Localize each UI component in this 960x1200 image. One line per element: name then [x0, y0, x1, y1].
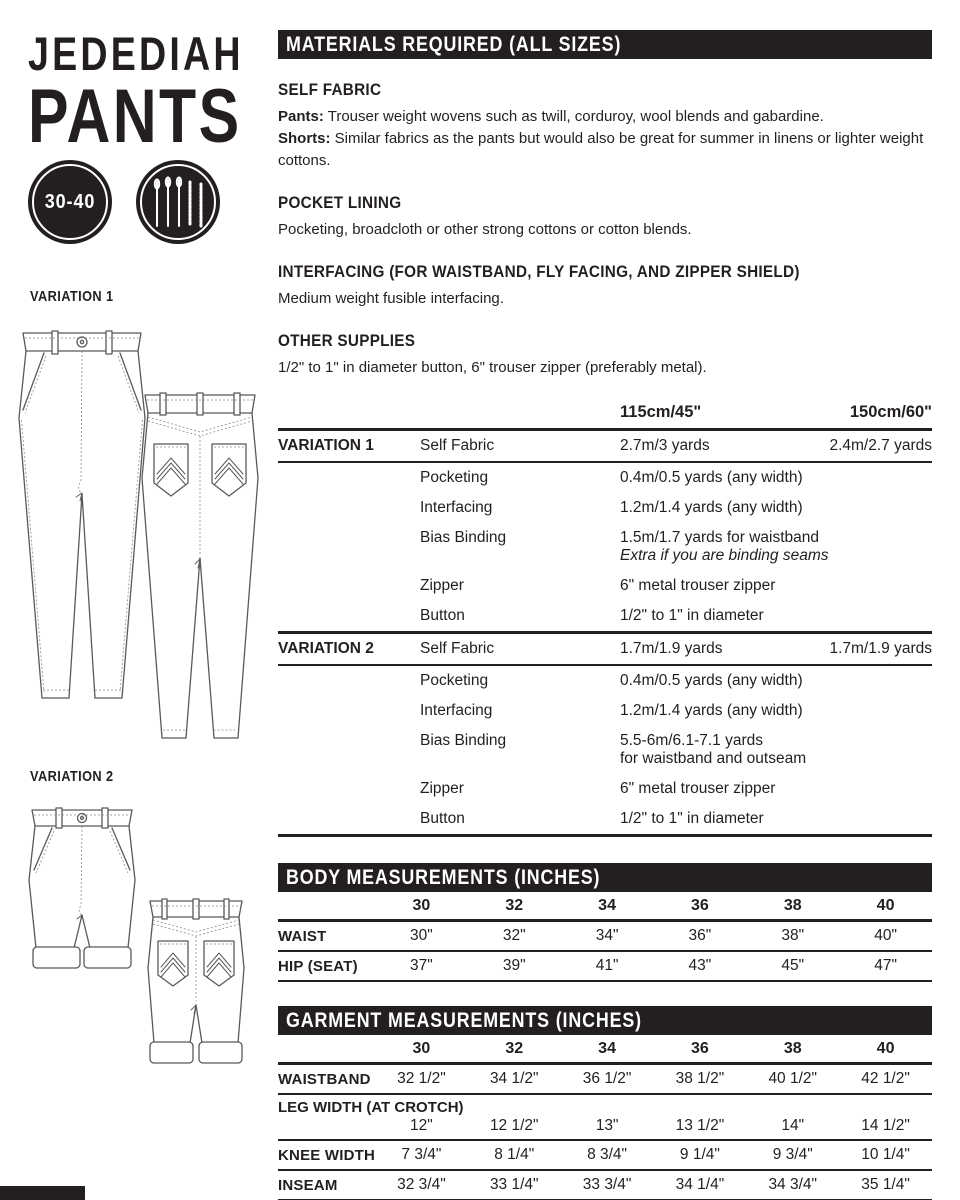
materials-header-text: MATERIALS REQUIRED (ALL SIZES): [286, 32, 622, 56]
brand-title-line2: PANTS: [28, 74, 242, 159]
body-measurements-table: [278, 892, 932, 982]
pants-front-drawing: [16, 320, 148, 705]
yardage-col-115: 115cm/45": [620, 403, 702, 421]
variation-2-label: VARIATION 2: [30, 768, 114, 785]
pocket-lining-heading: POCKET LINING: [278, 193, 402, 212]
other-supplies-heading: OTHER SUPPLIES: [278, 331, 416, 350]
yardage-row: VARIATION 2 Self Fabric 1.7m/1.9 yards 1.7m/1.9 yards: [278, 640, 932, 657]
yardage-row: Zipper 6" metal trouser zipper: [420, 577, 776, 594]
brand-title-line1: JEDEDIAH: [28, 27, 244, 80]
brand-title: [28, 27, 298, 159]
body-measurements-header-text: BODY MEASUREMENTS (INCHES): [286, 865, 601, 889]
needles-badge: [136, 160, 220, 244]
table-row: WAISTBAND 32 1/2" 34 1/2" 36 1/2" 38 1/2" 40 1/2" 42 1/2": [278, 1070, 910, 1088]
pocket-lining-text: Pocketing, broadcloth or other strong cottons or cotton blends.: [278, 221, 692, 238]
shorts-front-drawing: [26, 800, 138, 975]
yardage-row: Interfacing 1.2m/1.4 yards (any width): [420, 499, 803, 516]
yardage-row: VARIATION 1 Self Fabric 2.7m/3 yards 2.4m/2.7 yards: [278, 437, 932, 454]
garment-measurements-header-bar: [278, 1006, 932, 1035]
sizes-row: 30 32 34 36 38 40: [412, 1040, 895, 1057]
size-range-badge: [28, 160, 112, 244]
table-row: KNEE WIDTH 7 3/4" 8 1/4" 8 3/4" 9 1/4" 9 3/4" 10 1/4": [278, 1146, 910, 1164]
garment-measurements-header-text: GARMENT MEASUREMENTS (INCHES): [286, 1008, 642, 1032]
yardage-row: Interfacing 1.2m/1.4 yards (any width): [420, 702, 803, 719]
page-edge-mark: [0, 1186, 85, 1200]
yardage-row: Button 1/2" to 1" in diameter: [420, 810, 764, 827]
needles-icon: [149, 174, 207, 230]
materials-header-bar: [278, 30, 932, 59]
yardage-row: Bias Binding 1.5m/1.7 yards for waistband Extra if you are binding seams: [420, 529, 829, 564]
self-fabric-heading: SELF FABRIC: [278, 80, 382, 99]
table-row-label: LEG WIDTH (AT CROTCH): [278, 1099, 464, 1116]
content-column: [278, 30, 932, 1200]
yardage-row: Zipper 6" metal trouser zipper: [420, 780, 776, 797]
shorts-back-drawing: [146, 893, 246, 1070]
table-row: WAIST 30" 32" 34" 36" 38" 40": [278, 927, 897, 945]
interfacing-heading: INTERFACING (FOR WAISTBAND, FLY FACING, AND ZIPPER SHIELD): [278, 262, 800, 281]
sizes-row: 30 32 34 36 38 40: [412, 897, 895, 914]
yardage-header-row: [278, 403, 932, 428]
variation-1-label: VARIATION 1: [30, 288, 114, 305]
garment-measurements-table: [278, 1035, 932, 1200]
yardage-row: Button 1/2" to 1" in diameter: [420, 607, 764, 624]
table-row: INSEAM 32 3/4" 33 1/4" 33 3/4" 34 1/4" 34 3/4" 35 1/4": [278, 1176, 910, 1194]
other-supplies-text: 1/2" to 1" in diameter button, 6" trouser zipper (preferably metal).: [278, 359, 707, 376]
interfacing-text: Medium weight fusible interfacing.: [278, 290, 504, 307]
size-range-text: 30-40: [44, 190, 96, 213]
self-fabric-text: Pants: Trouser weight wovens such as twill, corduroy, wool blends and gabardine. Shorts: Similar fabrics as the pants but would also be great for summer in linens or lighter weight cottons.: [278, 108, 924, 169]
body-measurements-header-bar: [278, 863, 932, 892]
yardage-row: Pocketing 0.4m/0.5 yards (any width): [420, 672, 803, 689]
yardage-table: [278, 403, 932, 837]
yardage-col-150: 150cm/60": [849, 403, 932, 421]
table-row: 12" 12 1/2" 13" 13 1/2" 14" 14 1/2": [410, 1117, 910, 1134]
yardage-row: Bias Binding 5.5-6m/6.1-7.1 yards for waistband and outseam: [420, 732, 807, 767]
pants-back-drawing: [140, 386, 260, 744]
table-row: HIP (SEAT) 37" 39" 41" 43" 45" 47": [278, 957, 897, 975]
yardage-row: Pocketing 0.4m/0.5 yards (any width): [420, 469, 803, 486]
